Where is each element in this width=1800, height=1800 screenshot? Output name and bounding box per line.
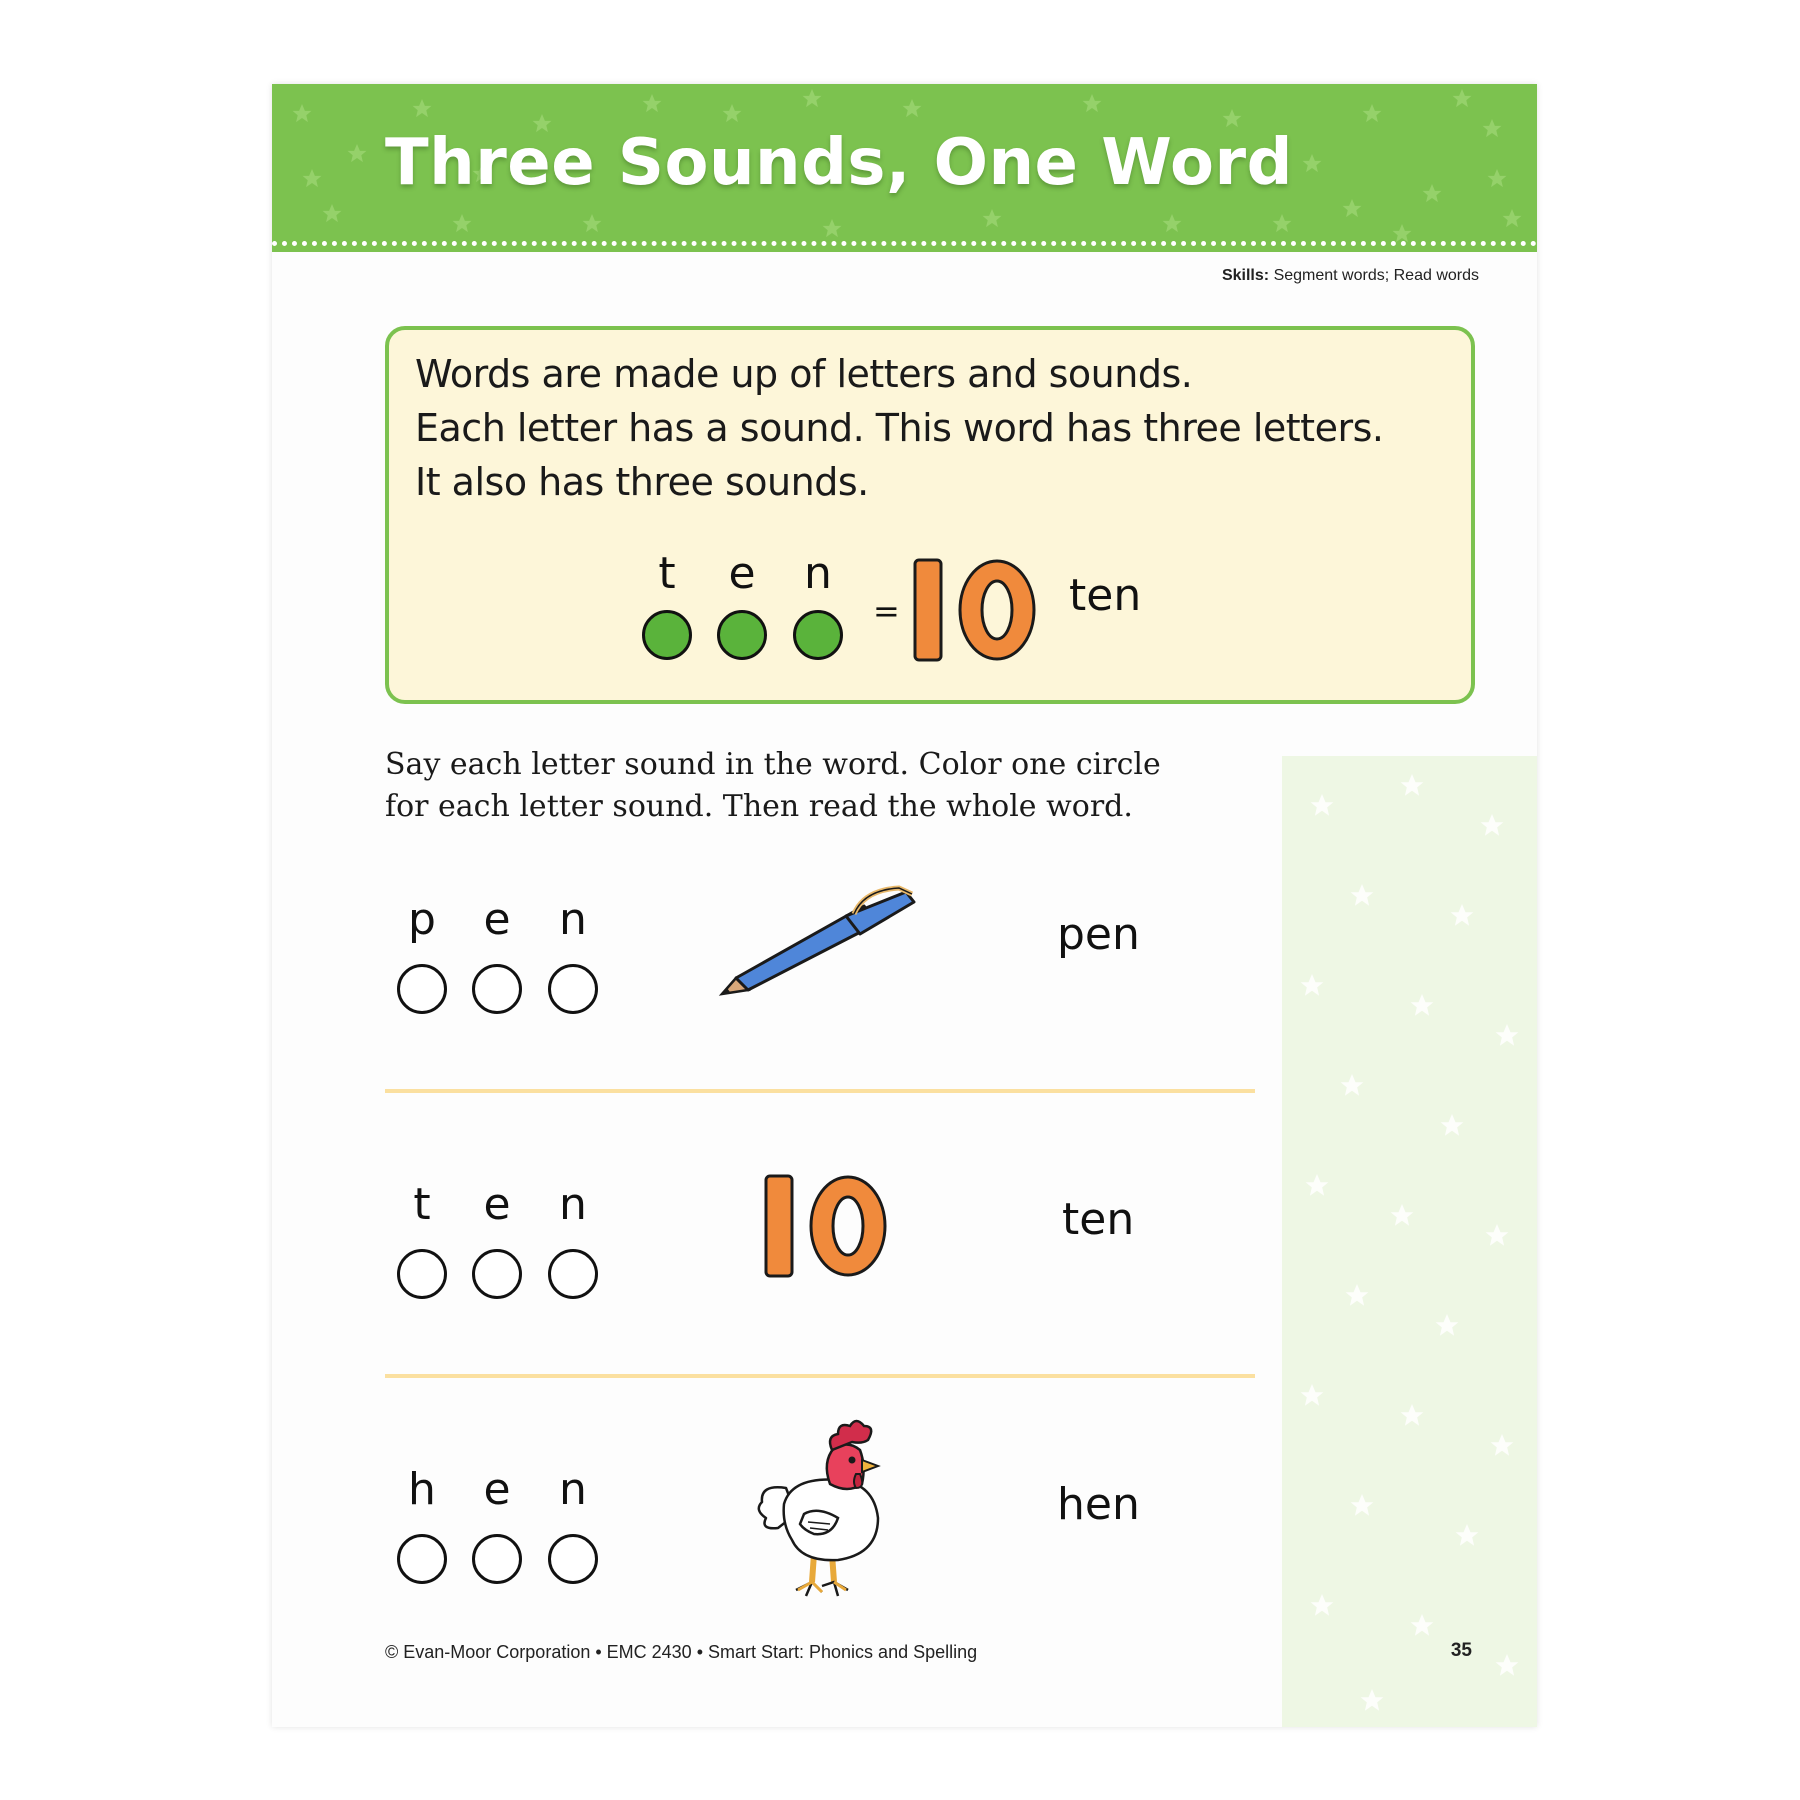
page-number: 35 [1450,1640,1472,1661]
example-letter: n [804,548,832,599]
exercise-word: pen [1057,909,1140,960]
sound-circle[interactable] [397,964,447,1014]
row-divider [385,1374,1255,1378]
exercise-letter: h [408,1464,436,1515]
example-circle-filled [717,610,767,660]
sound-circle[interactable] [397,1534,447,1584]
worksheet-page [272,84,1537,1727]
sound-circle[interactable] [548,964,598,1014]
exercise-word: hen [1057,1479,1140,1530]
page-title: Three Sounds, One Word [385,126,1293,200]
pen-icon [714,884,924,1004]
sound-circle[interactable] [548,1249,598,1299]
intro-box [385,326,1475,704]
instruction-line: Say each letter sound in the word. Color one circle [385,747,1161,782]
example-word: ten [1069,570,1142,621]
exercise-letter: e [483,1179,511,1230]
dotted-border [272,241,1537,246]
skills-text: Segment words; Read words [1273,267,1479,284]
exercise-letter: n [559,894,587,945]
exercise-word: ten [1062,1194,1135,1245]
sound-circle[interactable] [397,1249,447,1299]
exercise-letter: e [483,1464,511,1515]
exercise-letter: n [559,1179,587,1230]
exercise-letter: e [483,894,511,945]
number-ten-icon [911,556,1041,666]
intro-line: It also has three sounds. [415,460,869,504]
skills-line [1222,267,1479,285]
intro-line: Words are made up of letters and sounds. [415,352,1193,396]
hen-icon [752,1414,902,1604]
decorative-sidebar [1282,756,1537,1727]
sound-circle[interactable] [472,1534,522,1584]
sound-circle[interactable] [548,1534,598,1584]
footer-credit: © Evan-Moor Corporation • EMC 2430 • Smart Start: Phonics and Spelling [385,1642,978,1662]
exercise-letter: t [413,1179,431,1230]
instruction-line: for each letter sound. Then read the whole word. [385,789,1133,824]
example-letter: e [728,548,756,599]
example-letter: t [658,548,676,599]
instructions [385,744,1265,828]
sidebar-star-pattern-icon [1282,756,1537,1727]
exercise-letter: n [559,1464,587,1515]
row-divider [385,1089,1255,1093]
skills-label: Skills: [1221,267,1270,284]
exercise-letter: p [408,894,436,945]
number-ten-icon [762,1172,892,1282]
sound-circle[interactable] [472,964,522,1014]
example-circle-filled [642,610,692,660]
intro-line: Each letter has a sound. This word has three letters. [415,406,1384,450]
sound-circle[interactable] [472,1249,522,1299]
equals-sign: = [873,592,900,630]
page-header [272,84,1537,252]
example-circle-filled [793,610,843,660]
